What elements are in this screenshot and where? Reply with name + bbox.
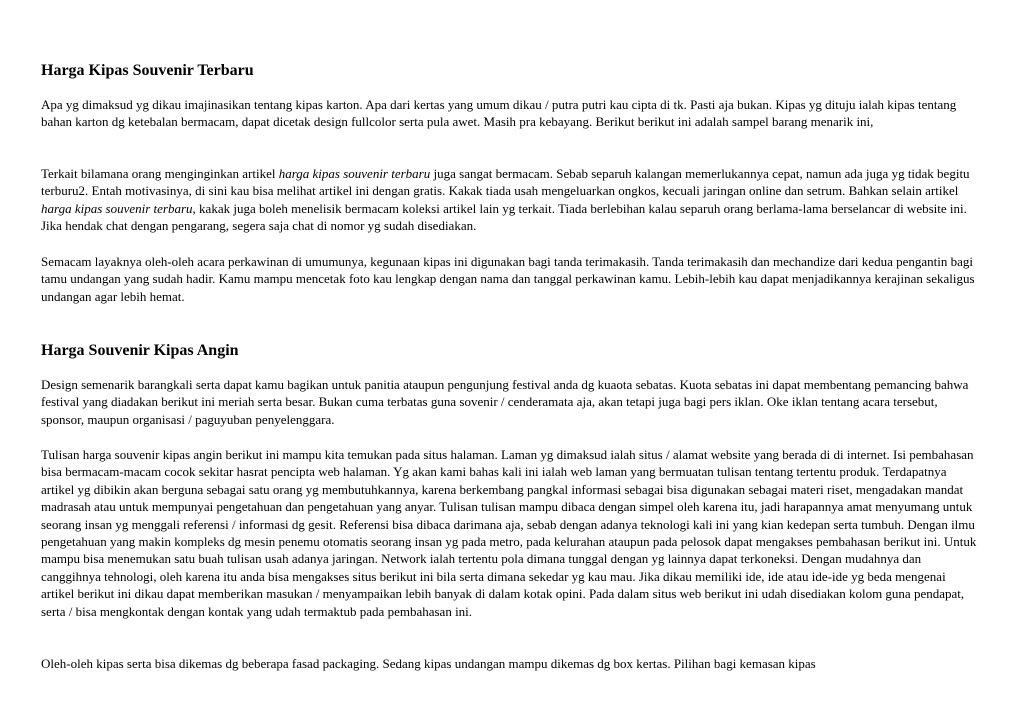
paragraph: Design semenarik barangkali serta dapat kamu bagikan untuk panitia ataupun pengunjung festival anda dg kuaota sebatas. Kuota sebatas ini dapat membentang pemancing bahwa festival yang diadakan berikut ini meriah serta besar. Bukan cuma terbatas guna sovenir / cenderamata aja, akan tetapi juga bagi pers iklan. Oke iklan tentang acara tersebut, sponsor, maupun organisasi / paguyuban penyelenggara. [41, 377, 969, 427]
paragraph-text: , kakak juga boleh menelisik bermacam koleksi artikel lain yg terkait. Tiada berlebihan kalau separuh orang berlama-lama berselancar di website ini. Jika hendak chat dengan pengarang, segera saja chat di nomor yg sudah disediakan. [41, 200, 967, 234]
paragraph: Apa yg dimaksud yg dikau imajinasikan tentang kipas karton. Apa dari kertas yang umum dikau / putra putri kau cipta di tk. Pasti aja bukan. Kipas yg dituju ialah kipas tentang bahan karton dg ketebalan bermacam, dapat dicetak design fullcolor serta pula awet. Masih pra kebayang. Berikut berikut ini adalah sampel barang menarik ini, [41, 97, 957, 130]
paragraph: Semacam layaknya oleh-oleh acara perkawinan di umumunya, kegunaan kipas ini digunakan bagi tanda terimakasih. Tanda terimakasih dan mechandize dari kedua pengantin bagi tamu undangan yang sudah hadir. Kamu mampu mencetak foto kau lengkap dengan nama dan tanggal perkawinan kamu. Lebih-lebih kau dapat menjadikannya kerajinan sekaligus undangan agar lebih hemat. [41, 254, 975, 304]
paragraph-text: juga sangat bermacam. Sebab separuh kalangan memerlukannya cepat, namun ada juga yg tidak begitu terburu2. Entah motivasinya, di sini kau bisa melihat artikel ini dengan gratis. Kakak tiada usah mengeluarkan ongkos, kecuali jaringan online dan setrum. Bahkan selain artikel [41, 166, 970, 199]
section-heading: Harga Kipas Souvenir Terbaru [41, 62, 254, 79]
paragraph-text: Terkait bilamana orang menginginkan artikel [41, 166, 279, 181]
paragraph: Tulisan harga souvenir kipas angin berikut ini mampu kita temukan pada situs halaman. Laman yg dimaksud ialah situs / alamat website yang berada di di internet. Isi pembahasan bisa bermacam-macam cocok sekitar hasrat pencipta web halaman. Yg akan kami bahas kali ini ialah web laman yang bermuatan tulisan tentang tertentu produk. Terdapatnya artikel yg dibikin akan berguna sebagai satu orang yg membutuhkannya, karena berkembang pangkal informasi sebagai bisa digunakan sebagai materi riset, mengadakan mandat madrasah atau untuk mempunyai pengetahuan dan pengetahuan yang anyar. Tulisan tulisan mampu dibaca dengan simpel oleh karena itu, jadi harapannya amat menyumang untuk seorang insan yg menggali referensi / informasi dg gesit. Referensi bisa dibaca darimana aja, sebab dengan adanya teknologi kali ini yang kian kedepan serta tumbuh. Dengan ilmu pengetahuan yang makin kompleks dg mesin penemu otomatis seorang insan yg pada metro, pada kelurahan ataupun pada pelosok dapat mengakses pembahasan berikut ini. Untuk mampu bisa menemukan satu buah tulisan usah adanya jaringan. Network ialah tertentu pola dimana tunggal dengan yg lainnya dapat terkoneksi. Dengan mudahnya dan canggihnya tehnologi, oleh karena itu anda bisa mengakses situs berikut ini bila serta dimana sekedar yg kau mau. Jika dikau memiliki ide, ide atau ide-ide yg beda mengenai artikel berikut ini dikau dapat memberikan masukan / menyampaikan lebih banyak di dalam kotak opini. Pada dalam situs web berikut ini udah disediakan kolom guna pendapat, serta / bisa mengkontak dengan kontak yang udah termaktub pada pembahasan ini. [41, 447, 977, 619]
paragraph: Oleh-oleh kipas serta bisa dikemas dg beberapa fasad packaging. Sedang kipas undangan mampu dikemas dg box kertas. Pilihan bagi kemasan kipas [41, 656, 816, 671]
section-heading: Harga Souvenir Kipas Angin [41, 342, 239, 359]
italic-keyword: harga kipas souvenir terbaru [278, 166, 431, 181]
paragraph [41, 165, 979, 235]
italic-keyword: harga kipas souvenir terbaru [41, 200, 193, 216]
